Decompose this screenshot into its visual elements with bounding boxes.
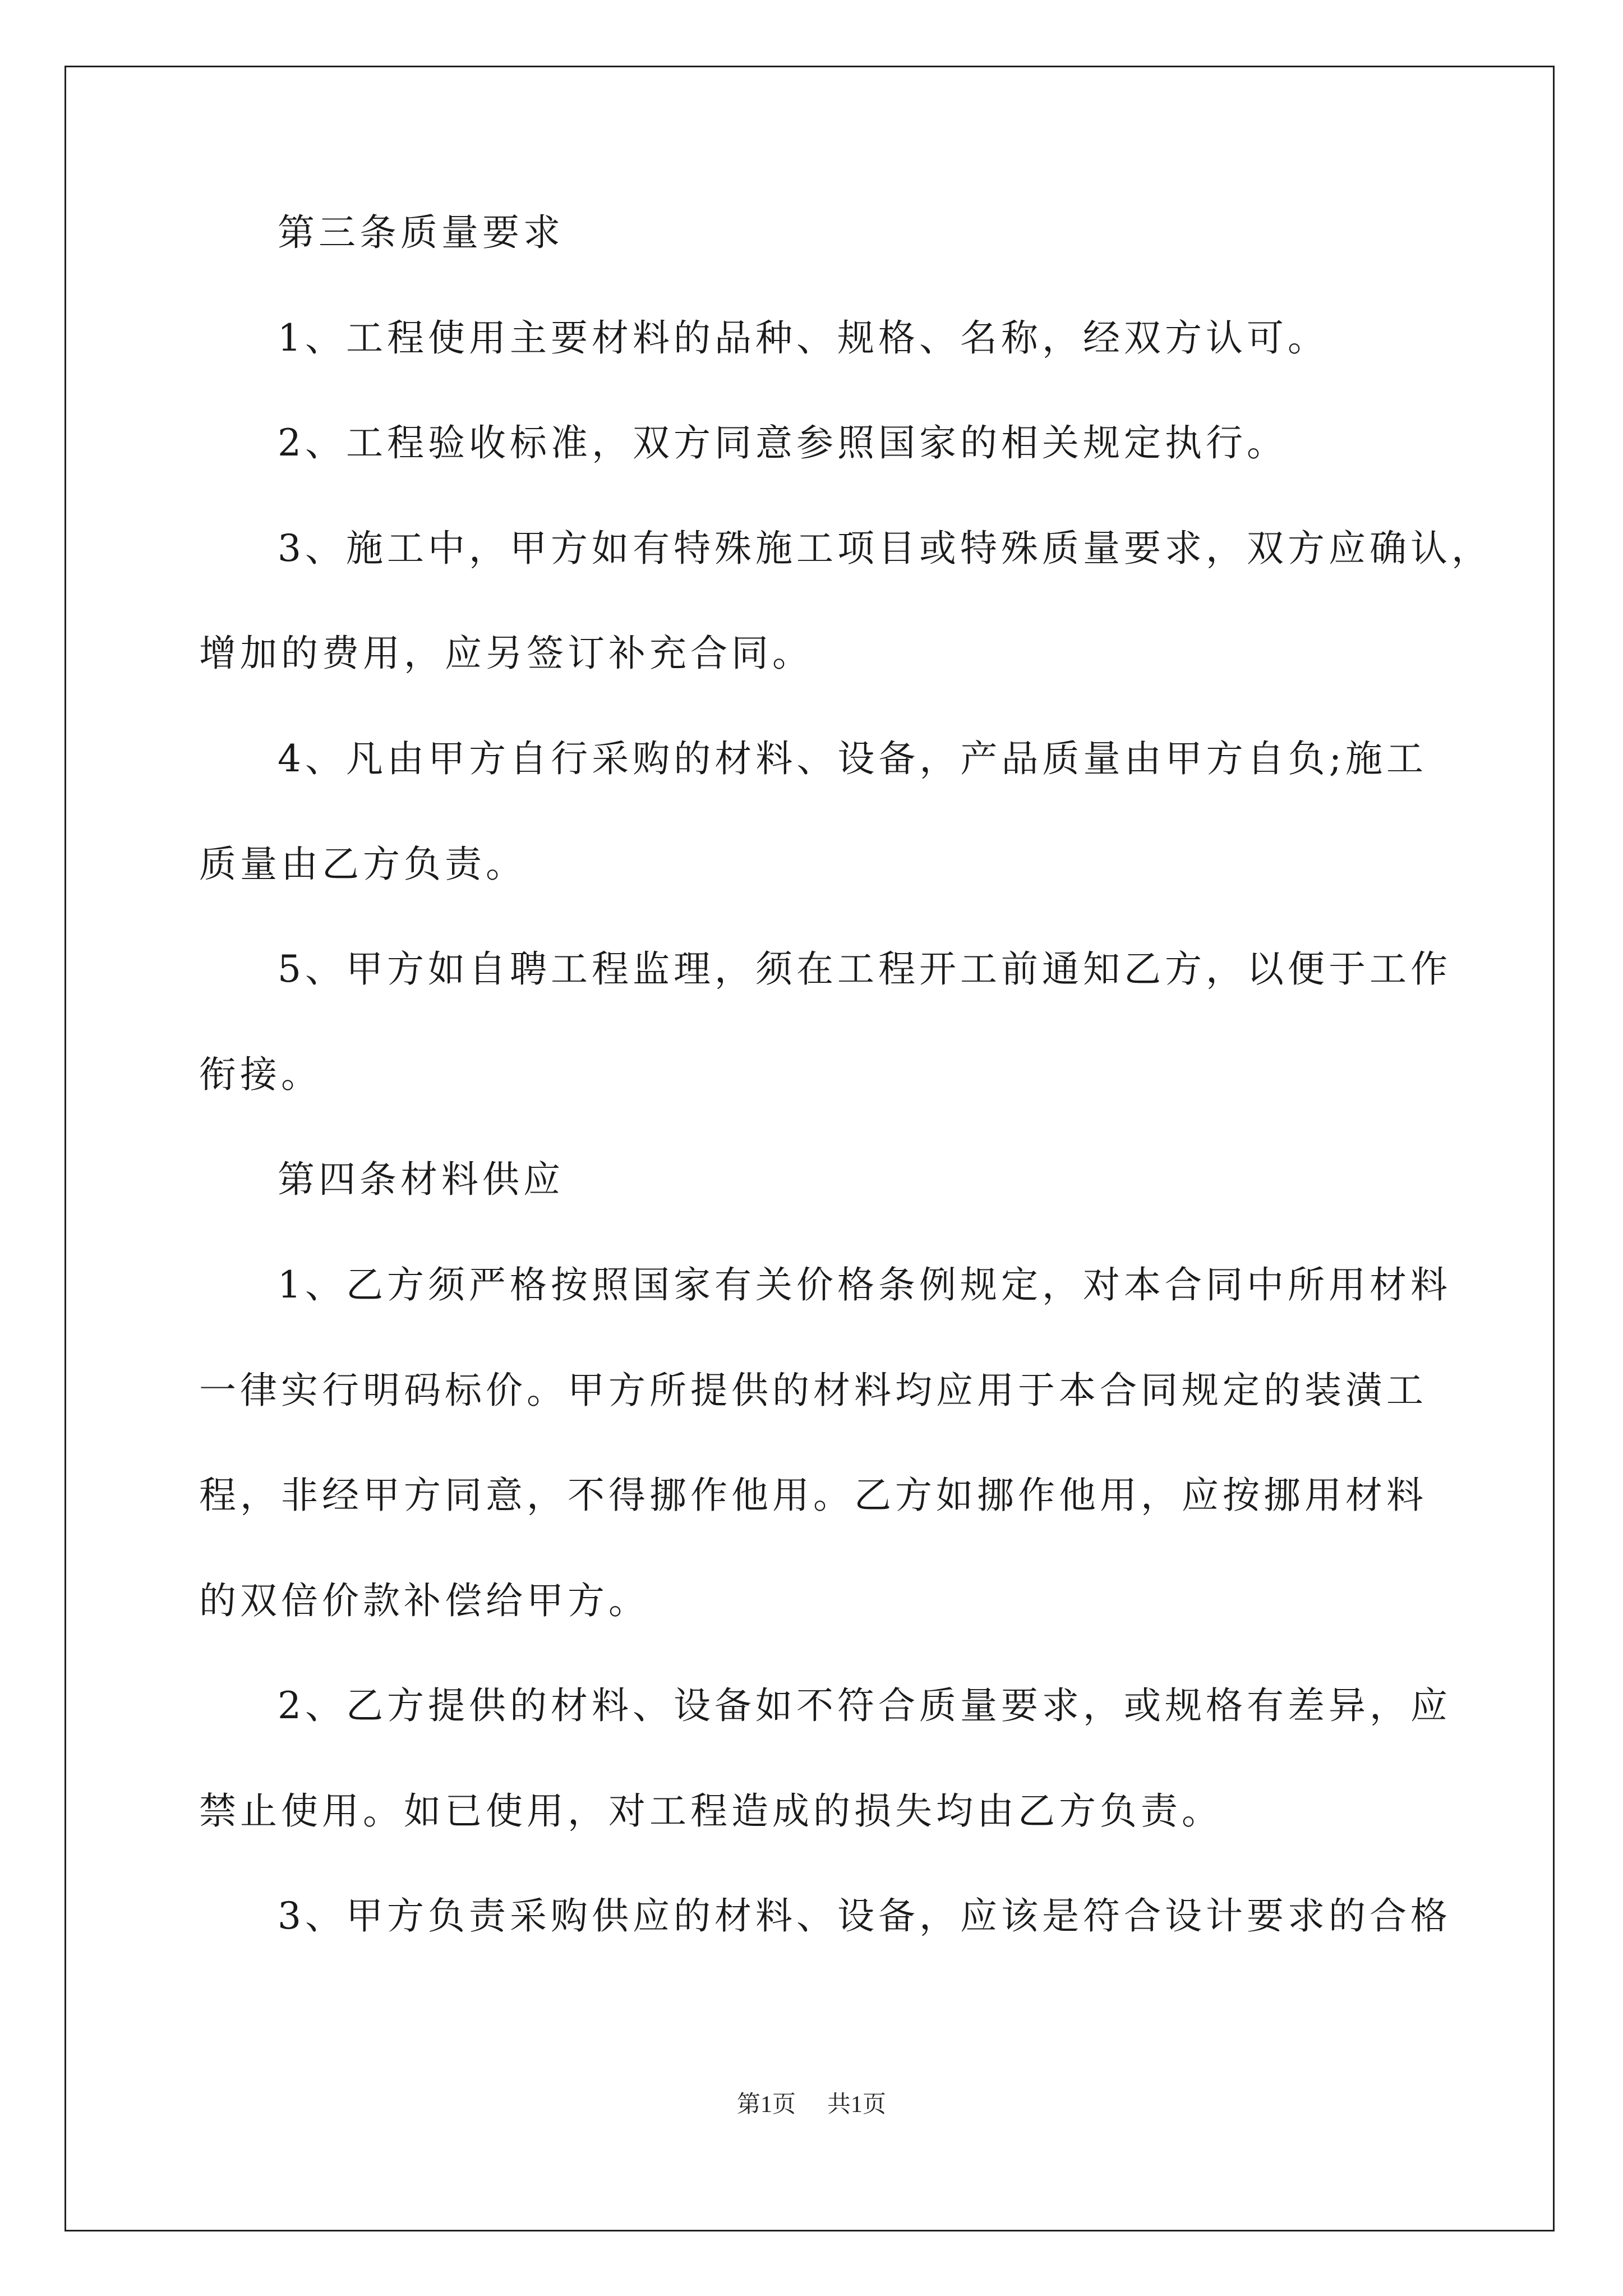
paragraph-line: 1、乙方须严格按照国家有关价格条例规定，对本合同中所用材料 [278,1263,1451,1306]
paragraph-line: 2、乙方提供的材料、设备如不符合质量要求，或规格有差异，应 [278,1684,1451,1727]
paragraph-line: 程，非经甲方同意，不得挪作他用。乙方如挪作他用，应按挪用材料 [199,1474,1427,1517]
paragraph-line: 衔接。 [199,1053,322,1096]
paragraph-line: 质量由乙方负责。 [199,843,527,886]
section-heading-4: 第四条材料供应 [278,1158,564,1201]
paragraph-line: 的双倍价款补偿给甲方。 [199,1579,649,1622]
paragraph-line: 3、甲方负责采购供应的材料、设备，应该是符合设计要求的合格 [278,1894,1451,1938]
paragraph-line: 5、甲方如自聘工程监理，须在工程开工前通知乙方，以便于工作 [278,947,1451,991]
paragraph-line: 一律实行明码标价。甲方所提供的材料均应用于本合同规定的装潢工 [199,1369,1427,1412]
paragraph-line: 3、施工中，甲方如有特殊施工项目或特殊质量要求，双方应确认， [278,527,1492,570]
paragraph-line: 2、工程验收标准，双方同意参照国家的相关规定执行。 [278,421,1288,464]
paragraph-line: 禁止使用。如已使用，对工程造成的损失均由乙方负责。 [199,1789,1223,1833]
paragraph-line: 4、凡由甲方自行采购的材料、设备，产品质量由甲方自负;施工 [278,737,1427,780]
section-heading-3: 第三条质量要求 [278,211,564,254]
page-footer [0,2088,1623,2122]
page-number-total: 共1页 [827,2092,887,2118]
paragraph-line: 增加的费用，应另签订补充合同。 [199,632,813,675]
page-number-current: 第1页 [736,2092,796,2118]
paragraph-line: 1、工程使用主要材料的品种、规格、名称，经双方认可。 [278,316,1329,360]
